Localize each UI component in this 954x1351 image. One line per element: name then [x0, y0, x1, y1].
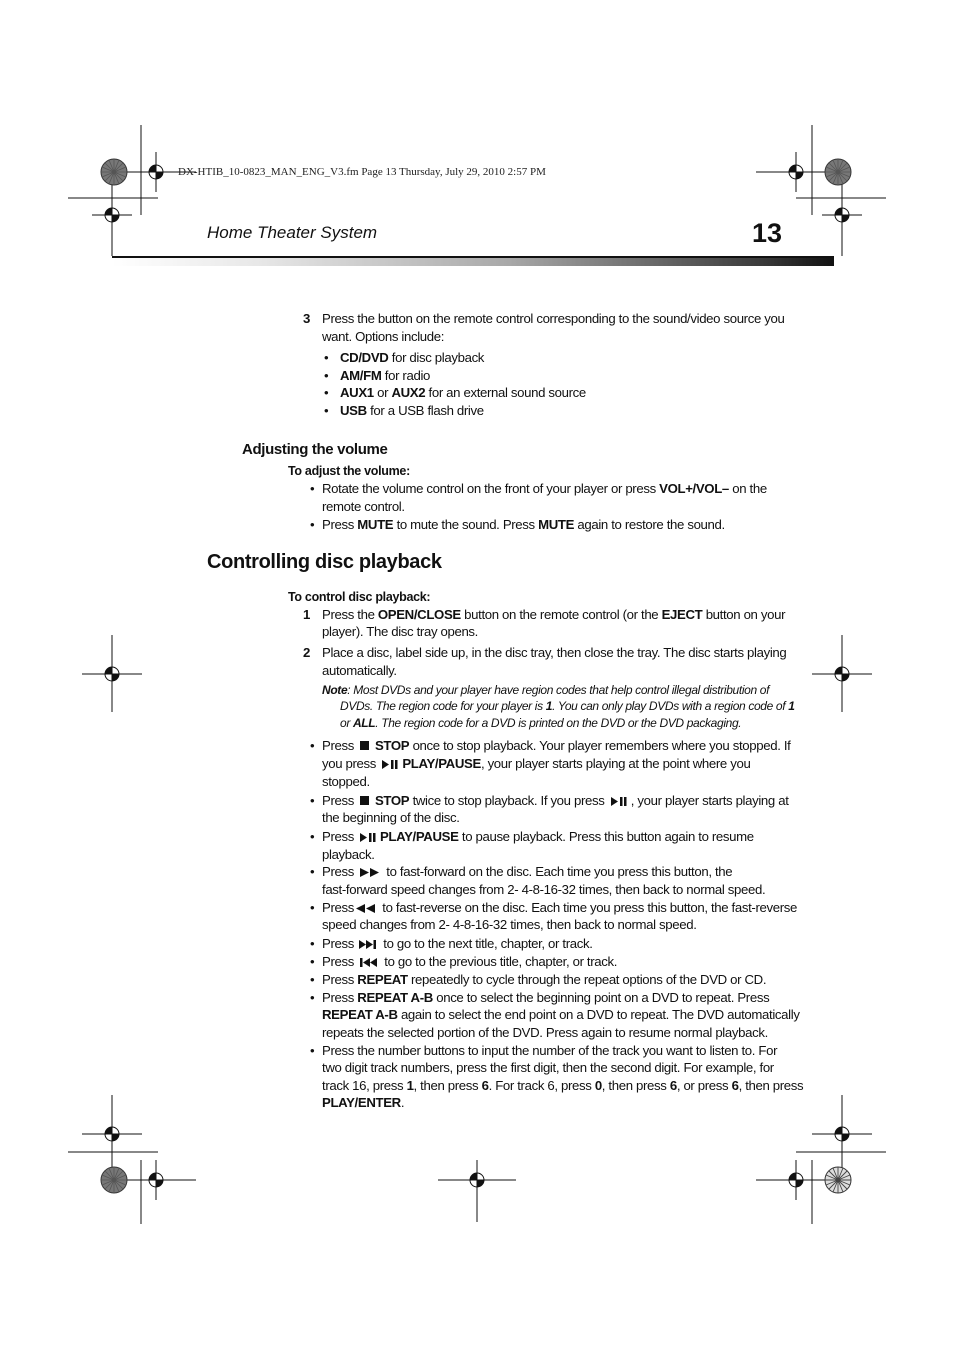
step3-line1: Press the button on the remote control corresponding to the sound/video source you [322, 311, 785, 326]
bullet: • [310, 936, 315, 951]
stop-icon [360, 796, 369, 805]
bullet: • [310, 954, 315, 969]
option-aux: AUX1 or AUX2 for an external sound source [340, 385, 586, 400]
bullet: • [324, 385, 329, 400]
section-heading-playback: Controlling disc playback [207, 551, 442, 573]
play-pause-icon [611, 797, 628, 806]
bullet: • [324, 350, 329, 365]
bullet-fast-reverse-l2: speed changes from 2- 4-8-16-32 times, then back to normal speed. [322, 917, 697, 932]
step1-line2: player). The disc tray opens. [322, 624, 478, 639]
bullet: • [310, 1043, 315, 1058]
note-line1: Note: Most DVDs and your player have region codes that help control illegal distribution of [322, 683, 770, 697]
volume-bullet-2: Press MUTE to mute the sound. Press MUTE again to restore the sound. [322, 517, 725, 532]
bullet-stop-once-l2: you press PLAY/PAUSE, your player starts playing at the point where you [322, 756, 751, 771]
bullet: • [310, 829, 315, 844]
bullet: • [324, 403, 329, 418]
bullet-fast-forward: Press to fast-forward on the disc. Each time you press this button, the [322, 864, 733, 879]
bullet-stop-twice: Press STOP twice to stop playback. If you press , your player starts playing at [322, 793, 789, 808]
step-number: 1 [303, 607, 310, 622]
bullet: • [324, 368, 329, 383]
volume-bullet-1-cont: remote control. [322, 499, 405, 514]
previous-icon [360, 958, 378, 967]
step2-line2: automatically. [322, 663, 397, 678]
bullet-stop-twice-l2: the beginning of the disc. [322, 810, 460, 825]
step2-line1: Place a disc, label side up, in the disc tray, then close the tray. The disc starts playing [322, 645, 787, 660]
volume-lead: To adjust the volume: [288, 464, 410, 478]
bullet: • [310, 793, 315, 808]
bullet: • [310, 481, 315, 496]
bullet: • [310, 517, 315, 532]
play-pause-icon [360, 833, 377, 842]
playback-lead: To control disc playback: [288, 590, 431, 604]
note-line2: DVDs. The region code for your player is 1. You can only play DVDs with a region code of 1 [340, 699, 795, 713]
bullet: • [310, 738, 315, 753]
bullet: • [310, 864, 315, 879]
bullet-number-buttons-l4: PLAY/ENTER. [322, 1095, 405, 1110]
step-number: 3 [303, 311, 310, 326]
step-number: 2 [303, 645, 310, 660]
bullet-repeat: Press REPEAT repeatedly to cycle through the repeat options of the DVD or CD. [322, 972, 767, 987]
bullet-number-buttons: Press the number buttons to input the number of the track you want to listen to. For [322, 1043, 778, 1058]
step1-line1: Press the OPEN/CLOSE button on the remote control (or the EJECT button on your [322, 607, 786, 622]
section-heading-volume: Adjusting the volume [242, 441, 388, 458]
bullet-number-buttons-l2: two digit track numbers, press the first digit, then the second digit. For example, for [322, 1060, 774, 1075]
bullet-repeat-ab-l2: REPEAT A-B again to select the end point on a DVD to repeat. The DVD automatically [322, 1007, 800, 1022]
bullet-play-pause-l2: playback. [322, 847, 375, 862]
bullet-repeat-ab-l3: repeats the selected portion of the DVD. Press again to resume normal playback. [322, 1025, 768, 1040]
bullet: • [310, 900, 315, 915]
bullet-previous: Press to go to the previous title, chapter, or track. [322, 954, 618, 969]
bullet-play-pause: Press PLAY/PAUSE to pause playback. Press this button again to resume [322, 829, 754, 844]
bullet-repeat-ab: Press REPEAT A-B once to select the beginning point on a DVD to repeat. Press [322, 990, 770, 1005]
option-usb: USB for a USB flash drive [340, 403, 484, 418]
bullet-number-buttons-l3: track 16, press 1, then press 6. For track 6, press 0, then press 6, or press 6, then press [322, 1078, 804, 1093]
file-info-line: DX-HTIB_10-0823_MAN_ENG_V3.fm Page 13 Thursday, July 29, 2010 2:57 PM [178, 166, 546, 178]
next-icon [359, 940, 377, 949]
header-title: Home Theater System [207, 223, 378, 242]
bullet: • [310, 972, 315, 987]
bullet-fast-reverse: Press to fast-reverse on the disc. Each time you press this button, the fast-reverse [322, 900, 797, 915]
step3-line2: want. Options include: [322, 329, 445, 344]
volume-bullet-1: Rotate the volume control on the front of your player or press VOL+/VOL– on the [322, 481, 767, 496]
bullet: • [310, 990, 315, 1005]
fast-forward-icon [360, 868, 380, 877]
page-number: 13 [752, 218, 783, 248]
bullet-next: Press to go to the next title, chapter, or track. [322, 936, 593, 951]
bullet-stop-once: Press STOP once to stop playback. Your player remembers where you stopped. If [322, 738, 791, 753]
option-cd-dvd: CD/DVD for disc playback [340, 350, 485, 365]
note-line3: or ALL. The region code for a DVD is printed on the DVD or the DVD packaging. [340, 716, 742, 730]
bullet-fast-forward-l2: fast-forward speed changes from 2- 4-8-16-32 times, then back to normal speed. [322, 882, 766, 897]
bullet-stop-once-l3: stopped. [322, 774, 370, 789]
play-pause-icon [382, 760, 399, 769]
stop-icon [360, 741, 369, 750]
option-am-fm: AM/FM for radio [340, 368, 431, 383]
fast-reverse-icon [356, 904, 376, 913]
